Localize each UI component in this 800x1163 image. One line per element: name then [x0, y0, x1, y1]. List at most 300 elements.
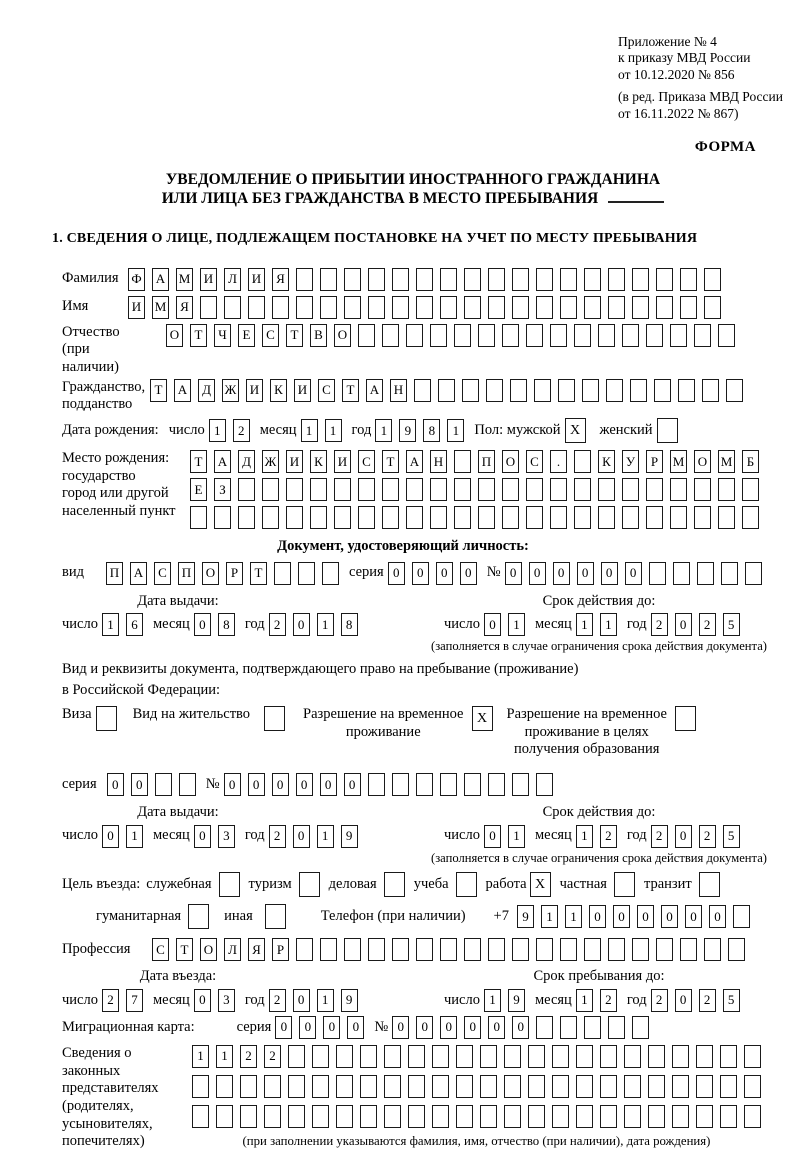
char-box[interactable]: Л [224, 938, 241, 961]
char-box[interactable]: 2 [102, 989, 119, 1012]
char-box[interactable] [675, 706, 696, 731]
char-box[interactable] [296, 296, 313, 319]
char-box[interactable]: 0 [505, 562, 522, 585]
char-box[interactable] [456, 872, 477, 897]
char-box[interactable]: 2 [651, 613, 668, 636]
char-box[interactable] [646, 478, 663, 501]
char-box[interactable]: 0 [131, 773, 148, 796]
char-box[interactable]: 0 [194, 613, 211, 636]
char-box[interactable] [344, 296, 361, 319]
char-box[interactable] [288, 1075, 305, 1098]
char-box[interactable] [408, 1045, 425, 1068]
char-box[interactable] [536, 296, 553, 319]
char-box[interactable]: 0 [675, 825, 692, 848]
char-box[interactable]: 0 [589, 905, 606, 928]
char-box[interactable] [536, 268, 553, 291]
char-box[interactable]: Т [250, 562, 267, 585]
char-box[interactable] [574, 506, 591, 529]
char-box[interactable]: И [128, 296, 145, 319]
char-box[interactable] [512, 773, 529, 796]
char-box[interactable] [600, 1075, 617, 1098]
char-box[interactable] [480, 1105, 497, 1128]
char-box[interactable] [344, 268, 361, 291]
char-box[interactable] [694, 506, 711, 529]
char-box[interactable]: Н [430, 450, 447, 473]
char-box[interactable] [464, 938, 481, 961]
char-box[interactable] [358, 478, 375, 501]
char-box[interactable] [382, 506, 399, 529]
char-box[interactable] [510, 379, 527, 402]
char-box[interactable] [704, 296, 721, 319]
char-box[interactable] [240, 1105, 257, 1128]
char-box[interactable]: 0 [320, 773, 337, 796]
char-box[interactable]: 2 [264, 1045, 281, 1068]
char-box[interactable] [480, 1045, 497, 1068]
char-box[interactable]: П [106, 562, 123, 585]
char-box[interactable]: 9 [399, 419, 416, 442]
char-box[interactable] [574, 324, 591, 347]
char-box[interactable]: Т [342, 379, 359, 402]
char-box[interactable] [536, 938, 553, 961]
char-box[interactable] [744, 1045, 761, 1068]
char-box[interactable]: С [526, 450, 543, 473]
char-box[interactable] [406, 478, 423, 501]
char-box[interactable]: 1 [126, 825, 143, 848]
char-box[interactable] [264, 1105, 281, 1128]
char-box[interactable] [502, 478, 519, 501]
char-box[interactable]: Ж [222, 379, 239, 402]
char-box[interactable]: 8 [423, 419, 440, 442]
char-box[interactable]: И [248, 268, 265, 291]
char-box[interactable]: П [178, 562, 195, 585]
char-box[interactable]: 0 [601, 562, 618, 585]
char-box[interactable] [600, 1105, 617, 1128]
char-box[interactable] [624, 1045, 641, 1068]
char-box[interactable] [440, 938, 457, 961]
char-box[interactable]: И [200, 268, 217, 291]
char-box[interactable] [200, 296, 217, 319]
char-box[interactable] [392, 296, 409, 319]
char-box[interactable] [584, 296, 601, 319]
char-box[interactable] [600, 1045, 617, 1068]
char-box[interactable]: 0 [553, 562, 570, 585]
char-box[interactable] [406, 324, 423, 347]
char-box[interactable] [574, 478, 591, 501]
char-box[interactable]: 2 [699, 989, 716, 1012]
char-box[interactable]: 5 [723, 825, 740, 848]
char-box[interactable] [560, 938, 577, 961]
char-box[interactable]: 0 [275, 1016, 292, 1039]
char-box[interactable]: 9 [508, 989, 525, 1012]
char-box[interactable] [584, 268, 601, 291]
char-box[interactable]: К [310, 450, 327, 473]
char-box[interactable] [344, 938, 361, 961]
char-box[interactable]: 0 [464, 1016, 481, 1039]
char-box[interactable]: 2 [269, 613, 286, 636]
char-box[interactable] [408, 1075, 425, 1098]
char-box[interactable] [552, 1105, 569, 1128]
char-box[interactable] [384, 1045, 401, 1068]
char-box[interactable] [432, 1105, 449, 1128]
char-box[interactable]: 0 [388, 562, 405, 585]
char-box[interactable] [528, 1045, 545, 1068]
char-box[interactable]: 0 [323, 1016, 340, 1039]
char-box[interactable] [574, 450, 591, 473]
char-box[interactable]: Д [198, 379, 215, 402]
char-box[interactable] [432, 1045, 449, 1068]
char-box[interactable]: Т [190, 324, 207, 347]
char-box[interactable] [384, 1105, 401, 1128]
char-box[interactable]: Я [272, 268, 289, 291]
char-box[interactable] [720, 1045, 737, 1068]
char-box[interactable] [656, 296, 673, 319]
char-box[interactable] [576, 1045, 593, 1068]
char-box[interactable] [718, 506, 735, 529]
char-box[interactable]: 0 [194, 989, 211, 1012]
char-box[interactable] [392, 773, 409, 796]
char-box[interactable] [649, 562, 666, 585]
char-box[interactable] [550, 478, 567, 501]
char-box[interactable] [560, 268, 577, 291]
char-box[interactable]: Т [176, 938, 193, 961]
char-box[interactable] [560, 296, 577, 319]
char-box[interactable]: А [214, 450, 231, 473]
char-box[interactable]: Р [226, 562, 243, 585]
char-box[interactable]: 5 [723, 613, 740, 636]
char-box[interactable] [430, 324, 447, 347]
char-box[interactable]: М [718, 450, 735, 473]
char-box[interactable] [454, 324, 471, 347]
char-box[interactable] [320, 938, 337, 961]
char-box[interactable]: 0 [412, 562, 429, 585]
char-box[interactable]: С [152, 938, 169, 961]
char-box[interactable]: О [694, 450, 711, 473]
char-box[interactable] [392, 268, 409, 291]
char-box[interactable] [536, 1016, 553, 1039]
char-box[interactable] [534, 379, 551, 402]
char-box[interactable]: О [334, 324, 351, 347]
char-box[interactable] [360, 1075, 377, 1098]
char-box[interactable]: 1 [317, 613, 334, 636]
char-box[interactable] [680, 938, 697, 961]
char-box[interactable] [322, 562, 339, 585]
char-box[interactable] [744, 1105, 761, 1128]
char-box[interactable]: О [502, 450, 519, 473]
char-box[interactable]: 1 [484, 989, 501, 1012]
char-box[interactable]: 1 [209, 419, 226, 442]
char-box[interactable]: 0 [675, 989, 692, 1012]
char-box[interactable] [312, 1045, 329, 1068]
char-box[interactable] [694, 324, 711, 347]
char-box[interactable] [456, 1045, 473, 1068]
char-box[interactable] [512, 938, 529, 961]
char-box[interactable]: 0 [293, 825, 310, 848]
char-box[interactable]: 2 [600, 989, 617, 1012]
char-box[interactable] [454, 506, 471, 529]
char-box[interactable]: 1 [216, 1045, 233, 1068]
char-box[interactable] [656, 268, 673, 291]
char-box[interactable]: Т [382, 450, 399, 473]
char-box[interactable] [296, 268, 313, 291]
char-box[interactable]: Н [390, 379, 407, 402]
char-box[interactable] [697, 562, 714, 585]
char-box[interactable] [733, 905, 750, 928]
char-box[interactable]: 9 [517, 905, 534, 928]
char-box[interactable]: . [550, 450, 567, 473]
char-box[interactable] [320, 296, 337, 319]
char-box[interactable]: 0 [107, 773, 124, 796]
char-box[interactable]: К [598, 450, 615, 473]
char-box[interactable] [528, 1105, 545, 1128]
char-box[interactable]: М [176, 268, 193, 291]
char-box[interactable] [462, 379, 479, 402]
char-box[interactable] [416, 938, 433, 961]
char-box[interactable] [488, 268, 505, 291]
char-box[interactable] [696, 1075, 713, 1098]
char-box[interactable]: 0 [416, 1016, 433, 1039]
char-box[interactable] [576, 1075, 593, 1098]
char-box[interactable] [696, 1045, 713, 1068]
char-box[interactable] [648, 1045, 665, 1068]
char-box[interactable]: 0 [296, 773, 313, 796]
char-box[interactable] [336, 1105, 353, 1128]
char-box[interactable]: 0 [484, 825, 501, 848]
char-box[interactable] [238, 506, 255, 529]
char-box[interactable] [192, 1105, 209, 1128]
char-box[interactable]: А [152, 268, 169, 291]
char-box[interactable] [742, 506, 759, 529]
char-box[interactable] [264, 706, 285, 731]
char-box[interactable] [694, 478, 711, 501]
char-box[interactable] [745, 562, 762, 585]
char-box[interactable] [464, 773, 481, 796]
char-box[interactable] [624, 1105, 641, 1128]
char-box[interactable] [312, 1105, 329, 1128]
char-box[interactable] [464, 296, 481, 319]
char-box[interactable] [632, 268, 649, 291]
char-box[interactable]: А [174, 379, 191, 402]
char-box[interactable] [272, 296, 289, 319]
char-box[interactable] [598, 324, 615, 347]
char-box[interactable] [646, 324, 663, 347]
char-box[interactable] [155, 773, 172, 796]
char-box[interactable]: Я [176, 296, 193, 319]
char-box[interactable] [368, 268, 385, 291]
char-box[interactable]: Т [286, 324, 303, 347]
char-box[interactable]: 0 [685, 905, 702, 928]
char-box[interactable]: 0 [661, 905, 678, 928]
char-box[interactable] [336, 1075, 353, 1098]
char-box[interactable]: 0 [248, 773, 265, 796]
char-box[interactable]: 1 [447, 419, 464, 442]
char-box[interactable] [320, 268, 337, 291]
char-box[interactable] [214, 506, 231, 529]
char-box[interactable]: 0 [460, 562, 477, 585]
char-box[interactable] [358, 506, 375, 529]
char-box[interactable] [630, 379, 647, 402]
char-box[interactable]: 1 [325, 419, 342, 442]
char-box[interactable]: 0 [347, 1016, 364, 1039]
char-box[interactable] [382, 324, 399, 347]
char-box[interactable] [360, 1045, 377, 1068]
char-box[interactable]: 8 [218, 613, 235, 636]
char-box[interactable]: 1 [375, 419, 392, 442]
char-box[interactable] [550, 506, 567, 529]
char-box[interactable] [288, 1045, 305, 1068]
char-box[interactable] [624, 1075, 641, 1098]
char-box[interactable] [464, 268, 481, 291]
char-box[interactable] [526, 478, 543, 501]
char-box[interactable] [440, 268, 457, 291]
char-box[interactable]: 0 [299, 1016, 316, 1039]
char-box[interactable] [262, 506, 279, 529]
char-box[interactable] [670, 324, 687, 347]
char-box[interactable] [502, 506, 519, 529]
char-box[interactable]: Ж [262, 450, 279, 473]
char-box[interactable] [382, 478, 399, 501]
char-box[interactable] [224, 296, 241, 319]
char-box[interactable] [504, 1045, 521, 1068]
char-box[interactable] [560, 1016, 577, 1039]
char-box[interactable] [654, 379, 671, 402]
char-box[interactable] [216, 1105, 233, 1128]
char-box[interactable] [96, 706, 117, 731]
char-box[interactable] [216, 1075, 233, 1098]
char-box[interactable] [440, 773, 457, 796]
char-box[interactable] [728, 938, 745, 961]
char-box[interactable]: 1 [576, 989, 593, 1012]
char-box[interactable] [265, 904, 286, 929]
char-box[interactable]: 0 [613, 905, 630, 928]
char-box[interactable]: И [334, 450, 351, 473]
char-box[interactable]: 3 [218, 825, 235, 848]
char-box[interactable]: В [310, 324, 327, 347]
char-box[interactable]: У [622, 450, 639, 473]
char-box[interactable] [648, 1075, 665, 1098]
char-box[interactable]: Ф [128, 268, 145, 291]
char-box[interactable] [312, 1075, 329, 1098]
char-box[interactable] [454, 450, 471, 473]
char-box[interactable]: А [366, 379, 383, 402]
char-box[interactable] [248, 296, 265, 319]
char-box[interactable] [286, 478, 303, 501]
char-box[interactable] [726, 379, 743, 402]
char-box[interactable] [502, 324, 519, 347]
char-box[interactable]: Ч [214, 324, 231, 347]
char-box[interactable]: 1 [317, 989, 334, 1012]
char-box[interactable]: С [318, 379, 335, 402]
char-box[interactable] [718, 478, 735, 501]
char-box[interactable] [680, 268, 697, 291]
char-box[interactable] [358, 324, 375, 347]
char-box[interactable]: 2 [651, 825, 668, 848]
char-box[interactable] [430, 506, 447, 529]
char-box[interactable]: 0 [484, 613, 501, 636]
char-box[interactable] [310, 478, 327, 501]
char-box[interactable] [622, 506, 639, 529]
char-box[interactable] [704, 268, 721, 291]
char-box[interactable] [440, 296, 457, 319]
char-box[interactable]: Е [190, 478, 207, 501]
char-box[interactable]: 2 [240, 1045, 257, 1068]
char-box[interactable]: 1 [102, 613, 119, 636]
char-box[interactable]: С [262, 324, 279, 347]
char-box[interactable]: 0 [709, 905, 726, 928]
char-box[interactable] [408, 1105, 425, 1128]
char-box[interactable] [526, 324, 543, 347]
char-box[interactable]: О [202, 562, 219, 585]
char-box[interactable]: 2 [269, 989, 286, 1012]
char-box[interactable]: М [152, 296, 169, 319]
char-box[interactable]: 0 [224, 773, 241, 796]
char-box[interactable]: 1 [301, 419, 318, 442]
char-box[interactable] [672, 1075, 689, 1098]
char-box[interactable] [286, 506, 303, 529]
char-box[interactable]: С [154, 562, 171, 585]
char-box[interactable] [262, 478, 279, 501]
char-box[interactable] [608, 1016, 625, 1039]
char-box[interactable]: Д [238, 450, 255, 473]
char-box[interactable] [552, 1075, 569, 1098]
char-box[interactable] [456, 1075, 473, 1098]
char-box[interactable]: X [530, 872, 551, 897]
char-box[interactable] [334, 478, 351, 501]
char-box[interactable]: 0 [637, 905, 654, 928]
char-box[interactable] [416, 268, 433, 291]
char-box[interactable] [584, 1016, 601, 1039]
char-box[interactable] [478, 478, 495, 501]
char-box[interactable] [416, 296, 433, 319]
char-box[interactable]: Е [238, 324, 255, 347]
char-box[interactable]: К [270, 379, 287, 402]
char-box[interactable] [392, 938, 409, 961]
char-box[interactable] [704, 938, 721, 961]
char-box[interactable] [298, 562, 315, 585]
char-box[interactable] [504, 1105, 521, 1128]
char-box[interactable]: А [130, 562, 147, 585]
char-box[interactable]: З [214, 478, 231, 501]
char-box[interactable]: 0 [625, 562, 642, 585]
char-box[interactable]: X [565, 418, 586, 443]
char-box[interactable] [670, 506, 687, 529]
char-box[interactable]: 0 [293, 989, 310, 1012]
char-box[interactable]: С [358, 450, 375, 473]
char-box[interactable] [720, 1075, 737, 1098]
char-box[interactable]: 0 [440, 1016, 457, 1039]
char-box[interactable]: 6 [126, 613, 143, 636]
char-box[interactable] [646, 506, 663, 529]
char-box[interactable]: X [472, 706, 493, 731]
char-box[interactable]: О [166, 324, 183, 347]
char-box[interactable] [673, 562, 690, 585]
char-box[interactable]: Т [150, 379, 167, 402]
char-box[interactable]: 5 [723, 989, 740, 1012]
char-box[interactable] [632, 938, 649, 961]
char-box[interactable] [299, 872, 320, 897]
char-box[interactable]: 0 [488, 1016, 505, 1039]
char-box[interactable] [720, 1105, 737, 1128]
char-box[interactable]: И [246, 379, 263, 402]
char-box[interactable] [438, 379, 455, 402]
char-box[interactable]: 0 [675, 613, 692, 636]
char-box[interactable] [528, 1075, 545, 1098]
char-box[interactable] [576, 1105, 593, 1128]
char-box[interactable] [608, 268, 625, 291]
char-box[interactable]: М [670, 450, 687, 473]
char-box[interactable] [430, 478, 447, 501]
char-box[interactable]: 2 [699, 613, 716, 636]
char-box[interactable] [296, 938, 313, 961]
